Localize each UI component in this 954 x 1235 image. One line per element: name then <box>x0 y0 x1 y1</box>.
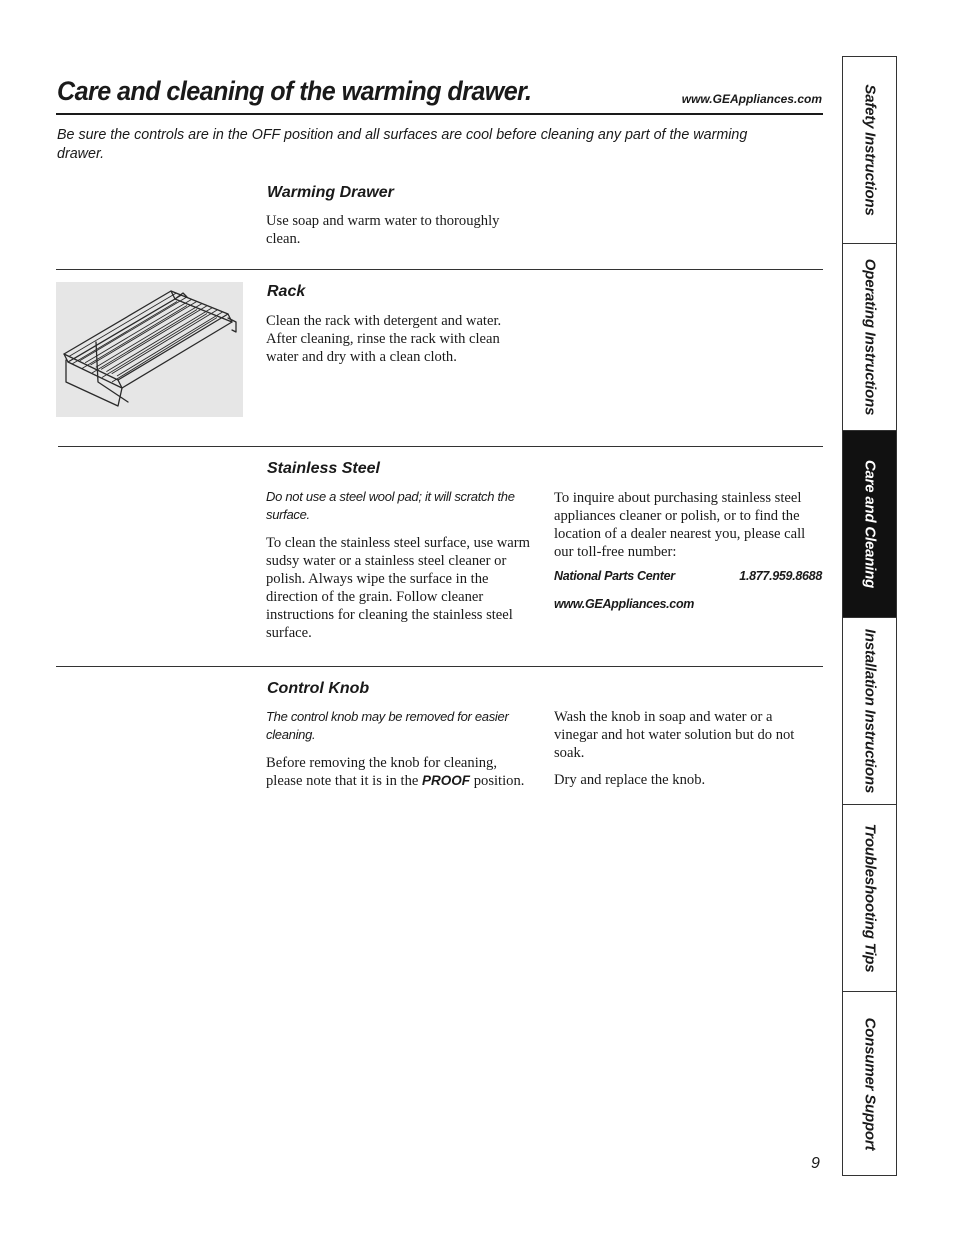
stainless-inquiry-text: To inquire about purchasing stainless steel appliances cleaner or polish, or to find the location of a dealer nearest you, please call our toll-free number: <box>554 490 806 560</box>
tab-label: Installation Instructions <box>861 628 878 794</box>
stainless-steel-caution: Do not use a steel wool pad; it will scratch the surface. <box>266 489 515 522</box>
section-divider <box>56 269 823 270</box>
tab-operating-instructions[interactable] <box>843 243 896 430</box>
tab-troubleshooting-tips[interactable] <box>843 804 896 991</box>
control-knob-text-after: position. <box>473 773 525 789</box>
control-knob-text-before: Before removing the knob for cleaning, please note that it is in the <box>266 755 497 789</box>
parts-website-link[interactable]: www.GEAppliances.com <box>554 597 695 611</box>
stainless-steel-text: To clean the stainless steel surface, use warm sudsy water or a stainless steel cleaner or polish. Always wipe the surface in the direction of the grain. Follow cleaner instructions for cleaning the stainless steel surface. <box>266 535 530 641</box>
tab-label: Care and Cleaning <box>861 459 878 589</box>
control-knob-heading: Control Knob <box>267 680 370 697</box>
tab-label: Consumer Support <box>861 1017 878 1150</box>
parts-center-phone[interactable]: 1.877.959.8688 <box>739 569 822 583</box>
side-tab-nav <box>842 56 897 1176</box>
intro-warning: Be sure the controls are in the OFF position and all surfaces are cool before cleaning any part of the warming drawer. <box>57 127 748 162</box>
control-knob-wash-text: Wash the knob in soap and water or a vinegar and hot water solution but do not soak. <box>554 709 795 761</box>
header-website-link[interactable]: www.GEAppliances.com <box>681 92 822 106</box>
page-number: 9 <box>811 1155 820 1172</box>
tab-label: Safety Instructions <box>861 84 878 216</box>
tab-installation-instructions[interactable] <box>843 617 896 804</box>
stainless-steel-heading: Stainless Steel <box>267 460 380 477</box>
warming-drawer-heading: Warming Drawer <box>267 184 394 201</box>
title-divider <box>56 113 823 115</box>
rack-heading: Rack <box>267 283 306 300</box>
tab-label: Troubleshooting Tips <box>861 823 878 973</box>
control-knob-dry-text: Dry and replace the knob. <box>554 772 706 788</box>
rack-text: Clean the rack with detergent and water. After cleaning, rinse the rack with clean water and dry with a clean cloth. <box>266 313 502 365</box>
tab-care-and-cleaning[interactable] <box>843 430 896 617</box>
parts-center-name: National Parts Center <box>554 569 675 583</box>
proof-setting-label: PROOF <box>422 773 471 788</box>
tab-label: Operating Instructions <box>861 258 878 416</box>
warming-drawer-text: Use soap and warm water to thoroughly clean. <box>266 213 500 247</box>
section-divider <box>56 666 823 667</box>
tab-safety-instructions[interactable] <box>843 57 896 243</box>
section-divider <box>58 446 823 447</box>
control-knob-text <box>266 754 536 790</box>
tab-consumer-support[interactable] <box>843 991 896 1175</box>
parts-center-line <box>554 569 822 583</box>
page-title: Care and cleaning of the warming drawer. <box>57 76 532 106</box>
rack-illustration <box>56 282 243 417</box>
control-knob-note: The control knob may be removed for easier cleaning. <box>266 709 509 742</box>
rack-drawing <box>56 282 243 417</box>
